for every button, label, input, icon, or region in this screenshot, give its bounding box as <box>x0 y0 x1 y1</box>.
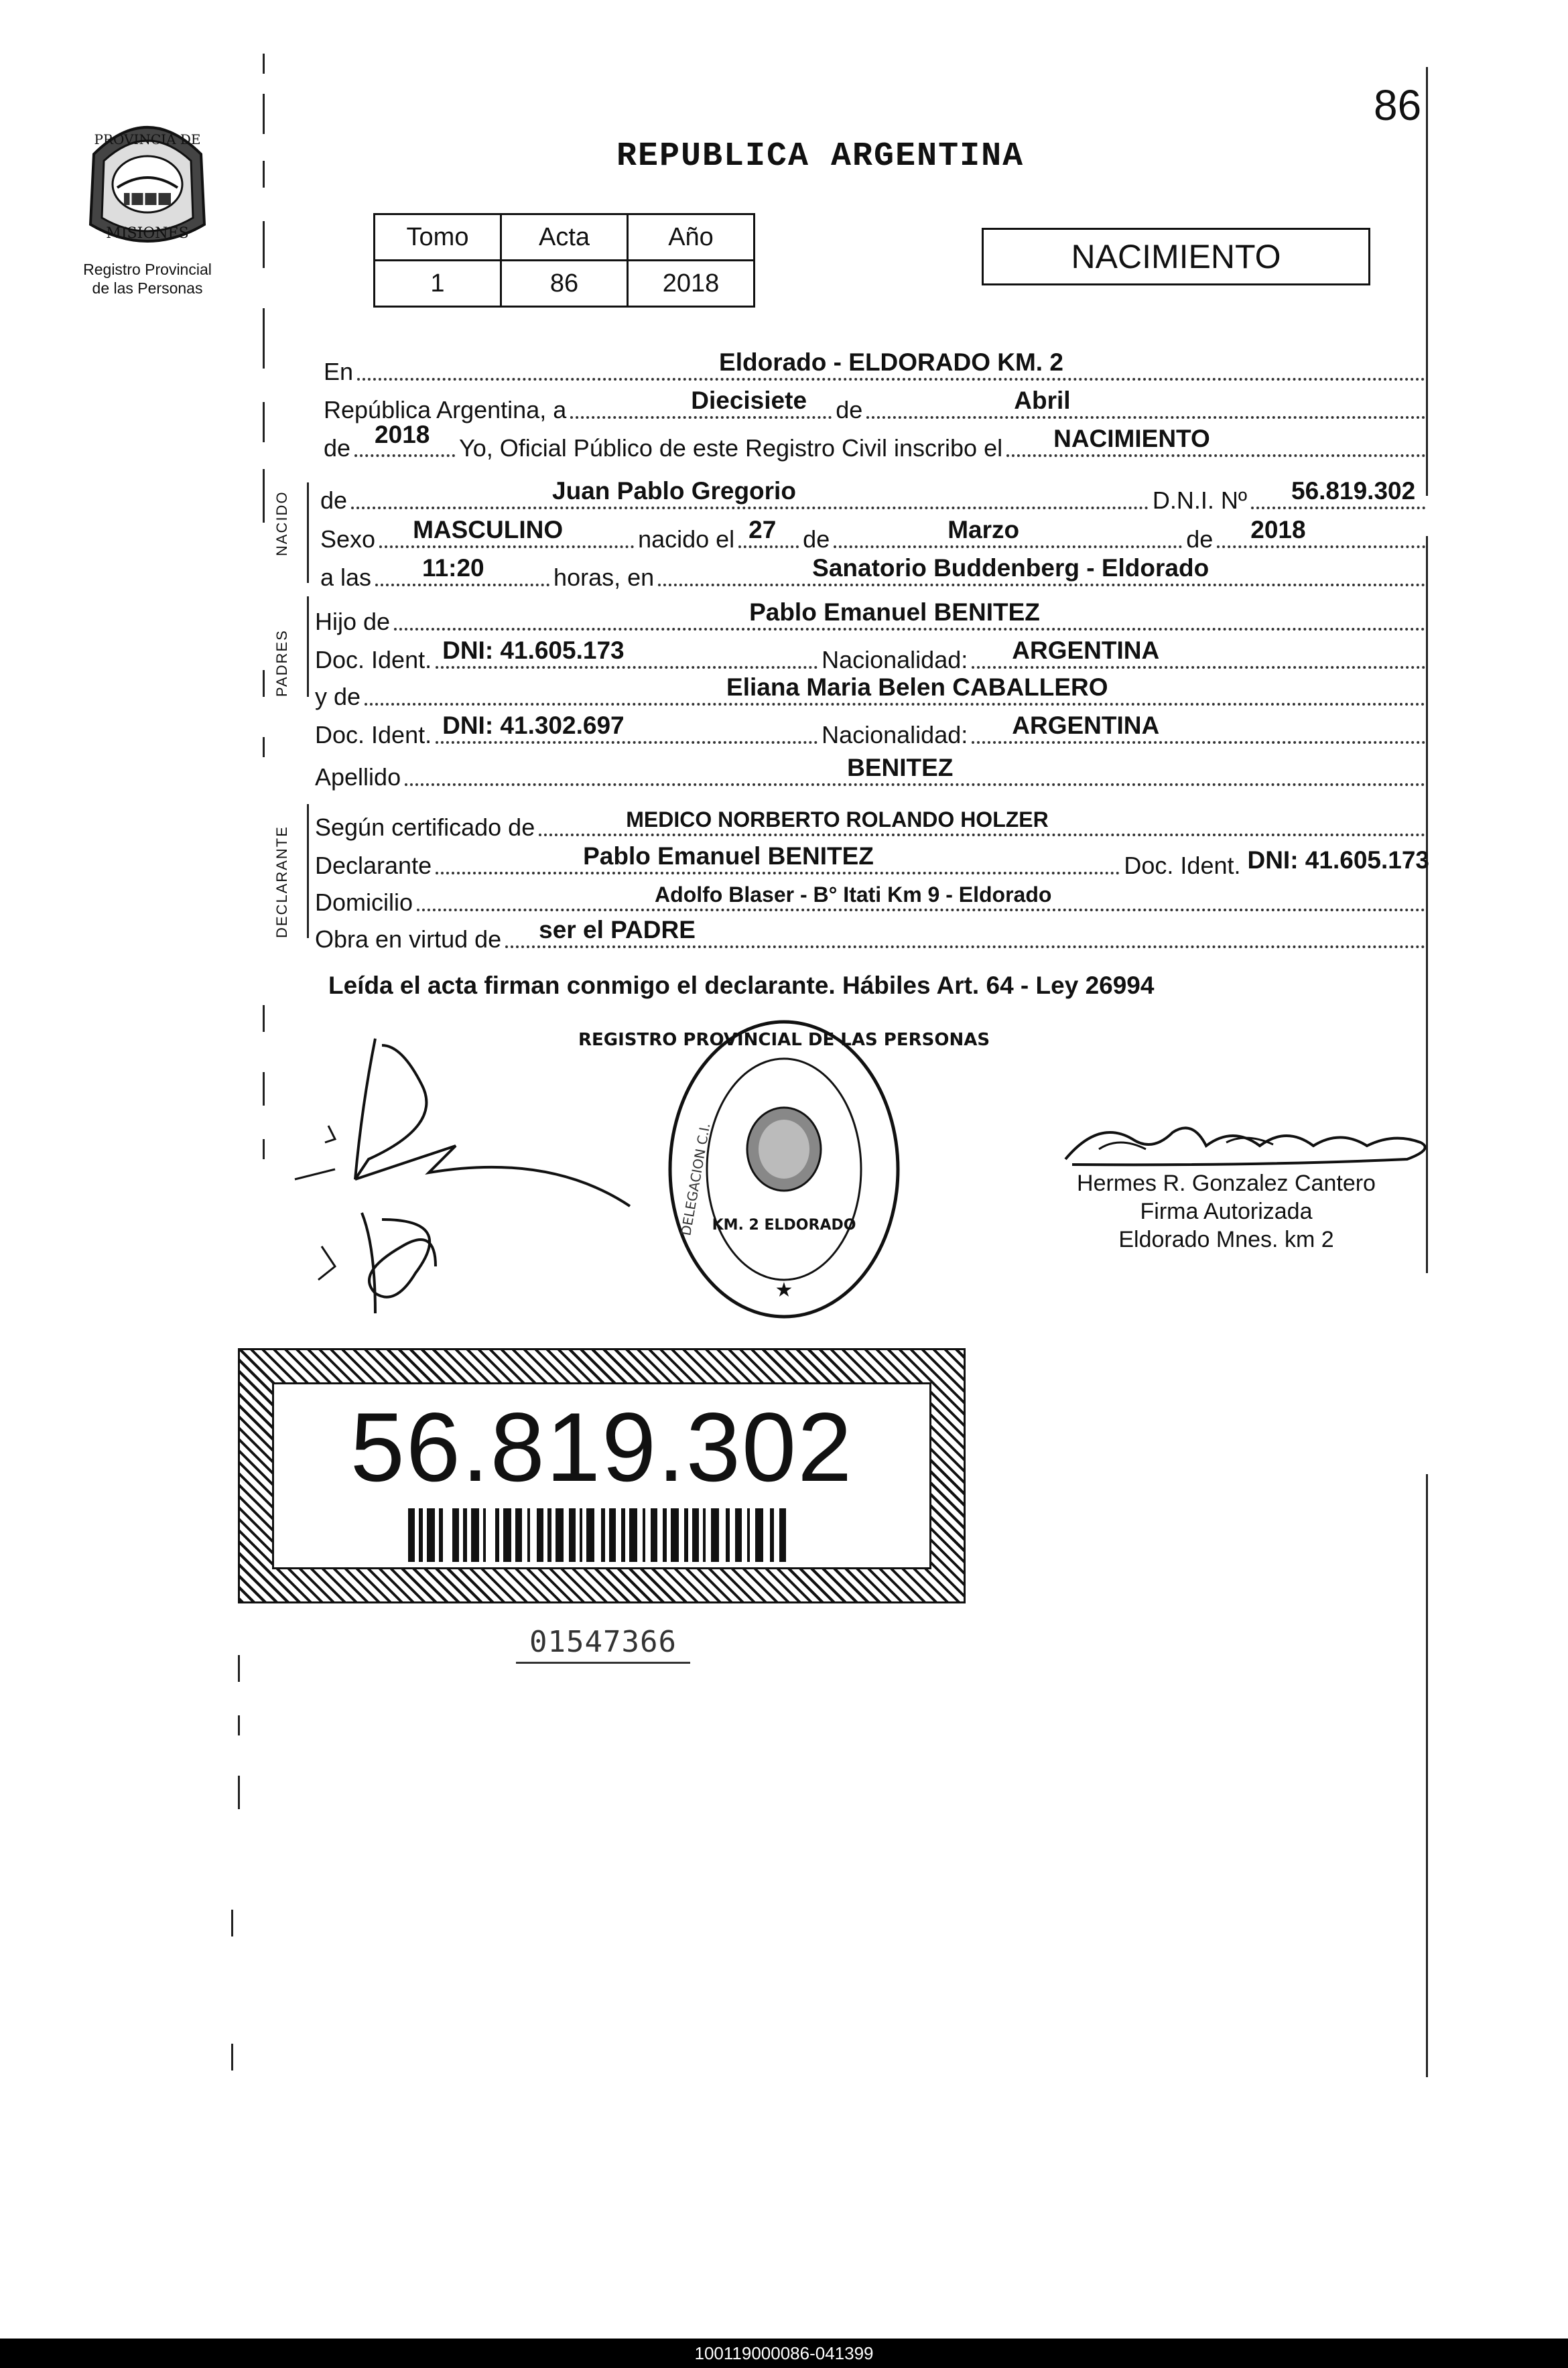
side-label-nacido: NACIDO <box>273 490 290 556</box>
acta-value-acta: 86 <box>501 261 628 307</box>
label-en: En <box>324 358 354 385</box>
label-republica: República Argentina, a <box>324 396 567 423</box>
footer-code-bar: 100119000086-041399 <box>0 2339 1568 2368</box>
row-certificado <box>315 804 1429 842</box>
acta-value-row <box>375 261 755 307</box>
label-alas: a las <box>320 564 372 591</box>
label-nac-madre: Nacionalidad: <box>822 721 968 748</box>
value-anio: 2018 <box>375 421 430 448</box>
row-padre <box>315 598 1429 636</box>
label-nac-de2: de <box>1186 525 1214 553</box>
row-declarante <box>315 842 1429 880</box>
label-horas: horas, en <box>553 564 655 591</box>
label-nac-padre: Nacionalidad: <box>822 646 968 673</box>
label-nombre: de <box>320 486 348 514</box>
crest-bottom-text: MISIONES <box>106 225 189 242</box>
authority-role: Firma Autorizada <box>1140 1199 1313 1224</box>
registry-line-1: Registro Provincial <box>83 261 212 278</box>
id-number-security-box <box>238 1348 966 1603</box>
row-hora-lugar <box>320 554 1429 592</box>
label-nacido: nacido el <box>638 525 735 553</box>
value-doc-madre: DNI: 41.302.697 <box>442 712 625 739</box>
value-madre: Eliana Maria Belen CABALLERO <box>726 673 1108 701</box>
row-anio-oficial <box>324 421 1429 462</box>
value-nac-padre: ARGENTINA <box>1012 637 1160 664</box>
value-decl-doc: DNI: 41.605.173 <box>1247 846 1429 874</box>
row-doc-madre <box>315 712 1429 749</box>
value-tipo: NACIMIENTO <box>1053 425 1210 452</box>
acta-header-acta: Acta <box>501 214 628 261</box>
value-declarante: Pablo Emanuel BENITEZ <box>583 842 874 870</box>
acta-value-tomo: 1 <box>375 261 501 307</box>
side-label-padres: PADRES <box>273 629 290 697</box>
document-title: REPUBLICA ARGENTINA <box>616 137 1025 176</box>
label-doc-padre: Doc. Ident. <box>315 646 432 673</box>
row-domicilio <box>315 879 1429 917</box>
authority-name: Hermes R. Gonzalez Cantero <box>1077 1171 1376 1196</box>
value-nac-mes: Marzo <box>948 516 1020 543</box>
acta-table <box>373 213 755 308</box>
row-madre <box>315 673 1429 711</box>
value-nombre: Juan Pablo Gregorio <box>552 477 796 505</box>
label-apellido: Apellido <box>315 763 401 791</box>
barcode-graphic <box>408 1508 797 1562</box>
label-hijo: Hijo de <box>315 608 391 635</box>
value-padre: Pablo Emanuel BENITEZ <box>749 598 1040 626</box>
closing-statement: Leída el acta firman conmigo el declarante. Hábiles Art. 64 - Ley 26994 <box>328 972 1155 999</box>
acta-value-anio: 2018 <box>628 261 755 307</box>
row-apellido <box>315 754 1429 791</box>
value-dni: 56.819.302 <box>1291 477 1416 505</box>
acta-header-tomo: Tomo <box>375 214 501 261</box>
registry-line-2: de las Personas <box>92 279 203 297</box>
value-apellido: BENITEZ <box>847 754 954 781</box>
acta-header-row <box>375 214 755 261</box>
value-nac-dia: 27 <box>748 516 777 543</box>
stamp-star-icon: ★ <box>775 1279 793 1301</box>
row-sexo-nacimiento <box>320 516 1429 553</box>
value-sexo: MASCULINO <box>413 516 564 543</box>
value-mes: Abril <box>1014 387 1071 414</box>
stamp-inner-text: KM. 2 ELDORADO <box>712 1217 856 1234</box>
label-de-anio: de <box>324 434 351 462</box>
authority-block <box>1059 1169 1394 1254</box>
registry-label <box>47 260 248 298</box>
registry-seal-stamp <box>578 1015 990 1323</box>
id-number-panel <box>272 1382 931 1569</box>
value-en: Eldorado - ELDORADO KM. 2 <box>719 348 1063 376</box>
side-label-declarante: DECLARANTE <box>273 826 290 938</box>
stamp-ring-text: REGISTRO PROVINCIAL DE LAS PERSONAS <box>578 1030 990 1050</box>
bracket-padres <box>307 596 309 697</box>
value-nac-madre: ARGENTINA <box>1012 712 1160 739</box>
authority-place: Eldorado Mnes. km 2 <box>1118 1227 1334 1252</box>
label-yde: y de <box>315 683 361 710</box>
label-oficial: Yo, Oficial Público de este Registro Civil inscribo el <box>459 434 1003 462</box>
value-certificado: MEDICO NORBERTO ROLANDO HOLZER <box>626 807 1049 832</box>
value-dia: Diecisiete <box>691 387 807 414</box>
label-nac-de: de <box>803 525 830 553</box>
label-doc-madre: Doc. Ident. <box>315 721 432 748</box>
record-type-box: NACIMIENTO <box>982 228 1370 285</box>
serial-number: 01547366 <box>516 1625 690 1664</box>
label-certificado: Según certificado de <box>315 813 535 841</box>
declarant-signature-mark <box>281 1025 657 1340</box>
label-sexo: Sexo <box>320 525 376 553</box>
label-dni: D.N.I. Nº <box>1152 486 1247 514</box>
label-decl-doc: Doc. Ident. <box>1124 852 1241 879</box>
value-domicilio: Adolfo Blaser - B° Itati Km 9 - Eldorado <box>655 882 1052 907</box>
bracket-nacido <box>307 482 309 583</box>
page-number: 86 <box>1374 81 1422 129</box>
id-number: 56.819.302 <box>350 1392 854 1502</box>
value-lugar: Sanatorio Buddenberg - Eldorado <box>812 554 1210 582</box>
row-en <box>324 348 1429 386</box>
province-crest-logo <box>74 107 221 255</box>
label-obra: Obra en virtud de <box>315 925 502 953</box>
value-doc-padre: DNI: 41.605.173 <box>442 637 625 664</box>
row-nombre <box>320 477 1429 515</box>
label-declarante: Declarante <box>315 852 432 879</box>
label-de: de <box>836 396 863 423</box>
row-obra <box>315 916 1429 953</box>
crest-top-text: PROVINCIA DE <box>94 131 201 147</box>
stamp-left-text: DELEGACION C.I. <box>677 1122 714 1237</box>
acta-header-anio: Año <box>628 214 755 261</box>
label-domicilio: Domicilio <box>315 889 413 916</box>
value-nac-anio: 2018 <box>1250 516 1306 543</box>
row-fecha-inscripcion <box>324 387 1429 424</box>
bracket-declarante <box>307 804 309 938</box>
value-obra: ser el PADRE <box>539 916 696 943</box>
value-hora: 11:20 <box>422 554 484 582</box>
row-doc-padre <box>315 637 1429 674</box>
